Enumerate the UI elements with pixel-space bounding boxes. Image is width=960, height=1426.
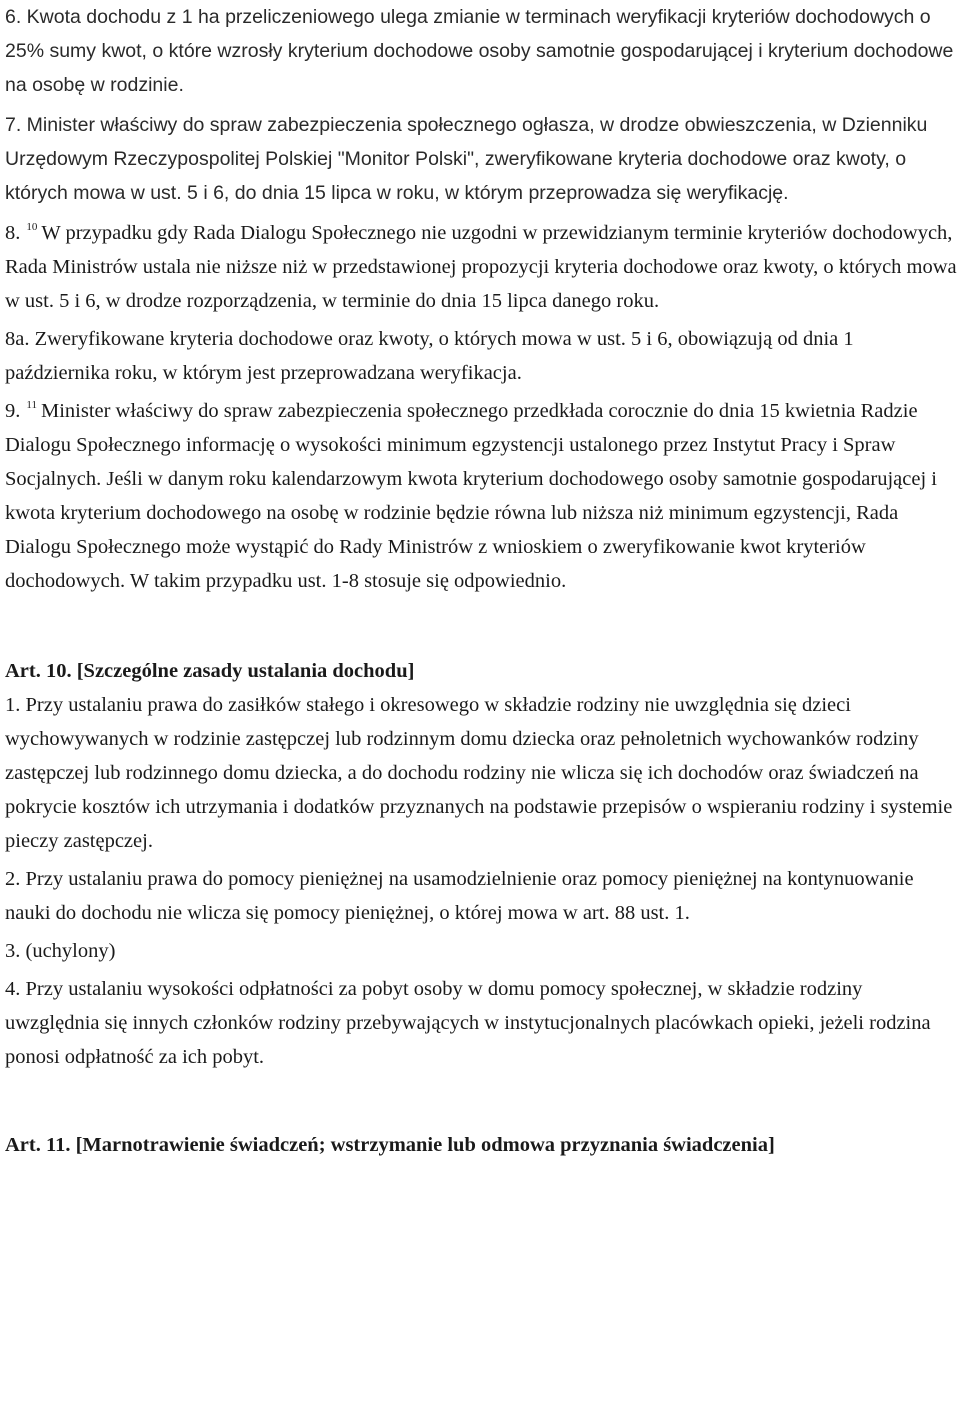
- paragraph-9-text: Minister właściwy do spraw zabezpieczenia społecznego przedkłada corocznie do dnia 15 kwietnia Radzie Dialogu Społecznego informację o wysokości minimum egzystencji ustalonego przez Instytut Pracy i Spraw Socjalnych. Jeśli w danym roku kalendarzowym kwota kryterium dochodowego osoby samotnie gospodarującej i kwota kryterium dochodowego na osobę w rodzinie będzie równa lub niższa niż minimum egzystencji, Rada Dialogu Społecznego może wystąpić do Rady Ministrów z wnioskiem o zweryfikowanie kwot kryteriów dochodowych. W takim przypadku ust. 1-8 stosuje się odpowiednio.: [5, 400, 937, 592]
- footnote-ref-10[interactable]: 10: [26, 221, 38, 233]
- section-1-text-end: o wspieraniu rodziny i systemie pieczy zastępczej.: [5, 796, 953, 852]
- article-10-section-1: [5, 688, 957, 858]
- paragraph-7: 7. Minister właściwy do spraw zabezpieczenia społecznego ogłasza, w drodze obwieszczenia, w Dzienniku Urzędowym Rzeczypospolitej Polskiej "Monitor Polski", zweryfikowane kryteria dochodowe oraz kwoty, o których mowa w ust. 5 i 6, do dnia 15 lipca w roku, w którym przeprowadza się weryfikację.: [5, 114, 928, 204]
- article-10-section-2: 2. Przy ustalaniu prawa do pomocy pieniężnej na usamodzielnienie oraz pomocy pieniężnej na kontynuowanie nauki do dochodu nie wlicza się pomocy pieniężnej, o której mowa w art. 88 ust. 1.: [5, 868, 914, 924]
- paragraph-8-text: W przypadku gdy Rada Dialogu Społecznego nie uzgodni w przewidzianym terminie kryteriów dochodowych, Rada Ministrów ustala nie niższe niż w przedstawionej propozycji kryteria dochodowe oraz kwoty, o których mowa w ust. 5 i 6, w drodze rozporządzenia, w terminie do dnia 15 lipca danego roku.: [5, 222, 957, 312]
- article-10-heading: Art. 10. [Szczególne zasady ustalania dochodu]: [5, 660, 415, 682]
- footnote-ref-11[interactable]: 11: [26, 399, 37, 411]
- article-10-section-3: 3. (uchylony): [5, 940, 116, 962]
- article-11-heading: Art. 11. [Marnotrawienie świadczeń; wstrzymanie lub odmowa przyznania świadczenia]: [5, 1134, 775, 1156]
- paragraph-6: 6. Kwota dochodu z 1 ha przeliczeniowego ulega zmianie w terminach weryfikacji kryteriów dochodowych o 25% sumy kwot, o które wzrosły kryterium dochodowe osoby samotnie gospodarującej i kryterium dochodowe na osobę w rodzinie.: [5, 6, 954, 96]
- paragraph-9: [5, 394, 957, 598]
- section-spacer: [5, 598, 957, 654]
- paragraph-8a: 8a. Zweryfikowane kryteria dochodowe oraz kwoty, o których mowa w ust. 5 i 6, obowiązują od dnia 1 października roku, w którym jest przeprowadzana weryfikacja.: [5, 328, 854, 384]
- przepisow-link[interactable]: przepisów: [602, 796, 687, 818]
- section-1-text-start: 1. Przy ustalaniu prawa do zasiłków stałego i okresowego w składzie rodziny nie uwzględnia się dzieci wychowywanych w rodzinie zastępczej lub rodzinnym domu dziecka oraz pełnoletnich wychowanków rodziny zastępczej lub rodzinnego domu dziecka, a do dochodu rodziny nie wlicza się ich dochodów oraz świadczeń na pokrycie kosztów ich utrzymania i dodatków przyznanych na podstawie: [5, 694, 919, 818]
- article-10-section-4: 4. Przy ustalaniu wysokości odpłatności za pobyt osoby w domu pomocy społecznej, w składzie rodziny uwzględnia się innych członków rodziny przebywających w instytucjonalnych placówkach opieki, jeżeli rodzina ponosi odpłatność za ich pobyt.: [5, 978, 931, 1068]
- paragraph-8: [5, 216, 957, 318]
- document-page: [5, 0, 957, 1162]
- paragraph-9-number: 9.: [5, 400, 21, 422]
- section-spacer: [5, 1074, 957, 1128]
- paragraph-8-number: 8.: [5, 222, 21, 244]
